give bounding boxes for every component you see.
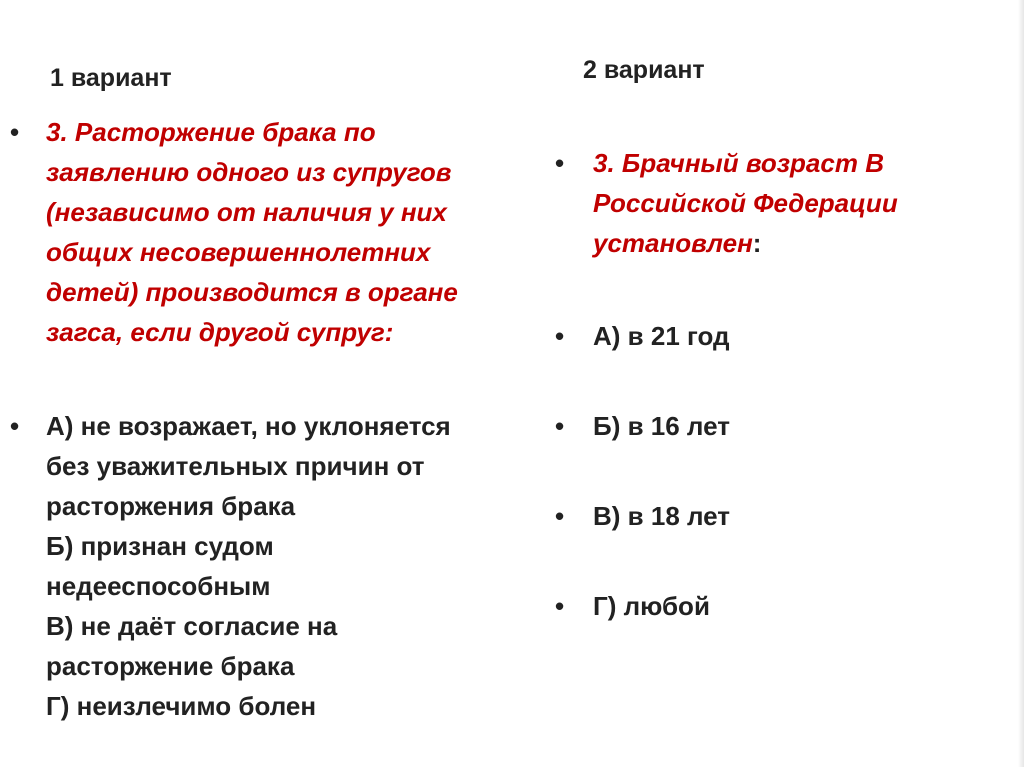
question-line: (независимо от наличия у них bbox=[46, 197, 447, 227]
bullet-icon: • bbox=[555, 148, 565, 178]
question-line bbox=[593, 223, 898, 263]
slide-edge-shadow bbox=[1018, 0, 1024, 767]
bullet-icon: • bbox=[555, 321, 565, 351]
bullet-icon: • bbox=[555, 591, 565, 621]
answer-line: без уважительных причин от bbox=[46, 451, 425, 481]
question-line: заявлению одного из супругов bbox=[46, 157, 452, 187]
bullet-icon: • bbox=[555, 501, 565, 531]
question-line: загса, если другой супруг: bbox=[46, 317, 394, 347]
answer-line: Г) неизлечимо болен bbox=[46, 691, 317, 721]
bullet-icon: • bbox=[555, 411, 565, 441]
answer-line: расторжение брака bbox=[46, 651, 295, 681]
answer-line: Б) признан судом bbox=[46, 531, 274, 561]
question-line-text: установлен bbox=[593, 228, 753, 258]
answer-line: В) в 18 лет bbox=[593, 501, 731, 531]
answer-line: расторжения брака bbox=[46, 491, 296, 521]
answer-line: А) в 21 год bbox=[593, 321, 730, 351]
answer-line: недееспособным bbox=[46, 571, 271, 601]
bullet-icon: • bbox=[10, 411, 20, 441]
bullet-icon: • bbox=[10, 117, 20, 147]
question-line: Российской Федерации bbox=[593, 188, 898, 218]
variant-2-heading: 2 вариант bbox=[583, 56, 705, 84]
answer-line: А) не возражает, но уклоняется bbox=[46, 411, 451, 441]
question-line: 3. Расторжение брака по bbox=[46, 117, 376, 147]
question-line: детей) производится в органе bbox=[46, 277, 458, 307]
question-line: 3. Брачный возраст В bbox=[593, 148, 884, 178]
question-colon: : bbox=[752, 228, 762, 258]
variant-1-heading: 1 вариант bbox=[50, 64, 172, 92]
answer-line: Г) любой bbox=[593, 591, 710, 621]
answer-line: В) не даёт согласие на bbox=[46, 611, 338, 641]
question-line: общих несовершеннолетних bbox=[46, 237, 431, 267]
answer-line: Б) в 16 лет bbox=[593, 411, 730, 441]
